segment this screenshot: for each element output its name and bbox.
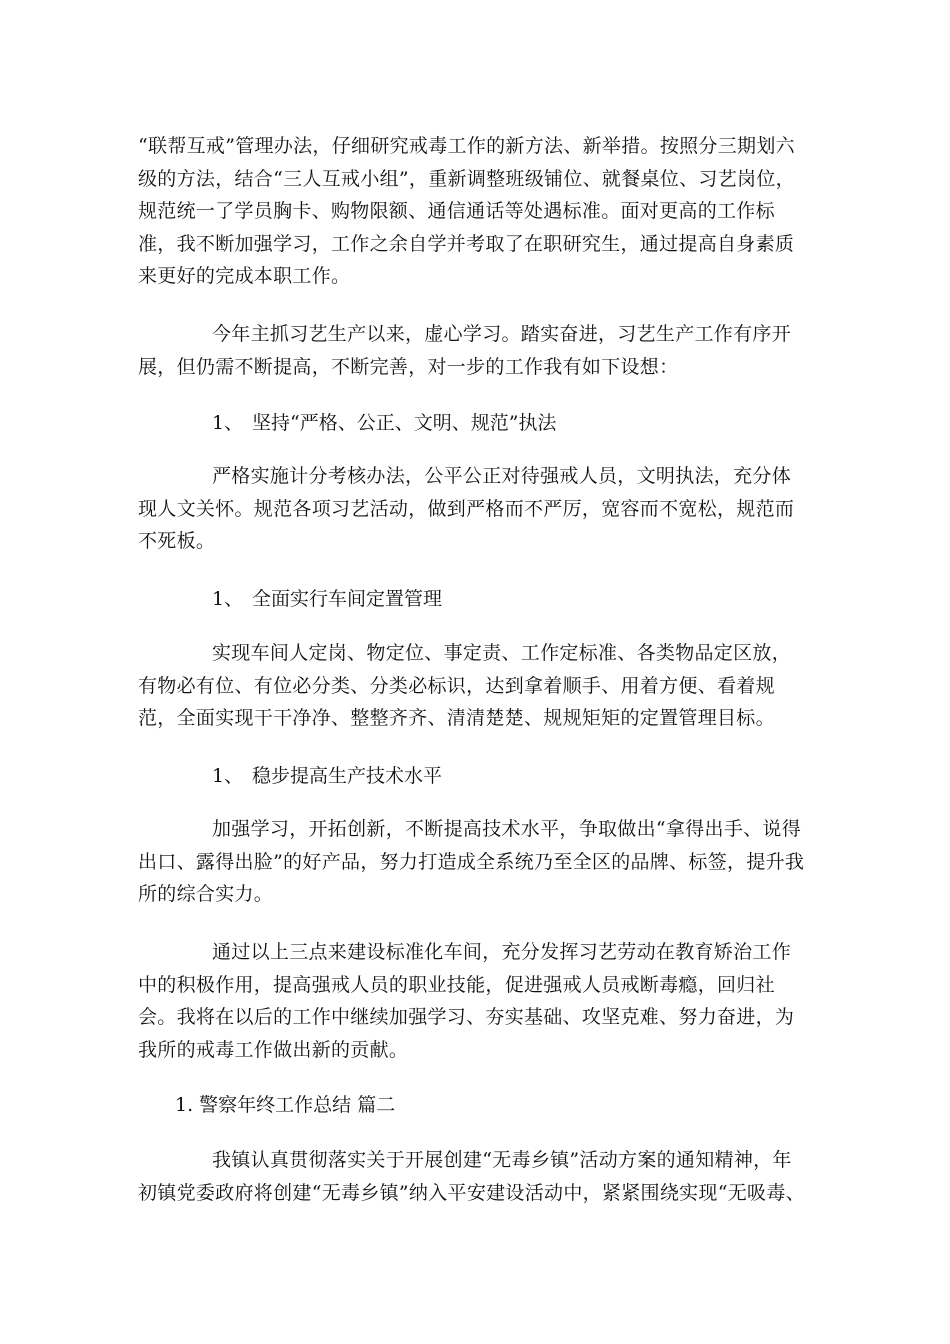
list-item-law-enforcement [212,408,556,438]
list-item-text: 全面实行车间定置管理 [252,588,443,610]
paragraph-law-enforcement: 严格实施计分考核办法，公平公正对待强戒人员，文明执法，充分体现人文关怀。规范各项习艺活动，做到严格而不严厉，宽容而不宽松，规范而不死板。 [138,465,795,552]
paragraph-workshop-management: 实现车间人定岗、物定位、事定责、工作定标准、各类物品定区放，有物必有位、有位必分类、分类必标识，达到拿着顺手、用着方便、看着规范，全面实现干干净净、整整齐齐、清清楚楚、规规矩矩的定置管理目标。 [138,642,792,729]
list-item-text: 坚持“严格、公正、文明、规范”执法 [252,412,557,434]
list-item-number: 1、 [212,412,244,434]
paragraph-technical-level: 加强学习，开拓创新，不断提高技术水平，争取做出“拿得出手、说得出口、露得出脸”的好产品，努力打造成全系统乃至全区的品牌、标签，提升我所的综合实力。 [138,818,805,905]
paragraph-intro: “联帮互戒”管理办法，仔细研究戒毒工作的新方法、新举措。按照分三期划六级的方法，结合“三人互戒小组”，重新调整班级铺位、就餐桌位、习艺岗位，规范统一了学员胸卡、购物限额、通信通话等处遇标准。面对更高的工作标准，我不断加强学习，工作之余自学并考取了在职研究生，通过提高自身素质来更好的完成本职工作。 [138,135,795,287]
list-item-number: 1、 [212,588,244,610]
paragraph-part-two: 我镇认真贯彻落实关于开展创建“无毒乡镇”活动方案的通知精神，年初镇党委政府将创建“无毒乡镇”纳入平安建设活动中，紧紧围绕实现“无吸毒、 [138,1149,805,1204]
paragraph-conclusion: 通过以上三点来建设标准化车间，充分发挥习艺劳动在教育矫治工作中的积极作用，提高强戒人员的职业技能，促进强戒人员戒断毒瘾，回归社会。我将在以后的工作中继续加强学习、夯实基础、攻坚克难、努力奋进，为我所的戒毒工作做出新的贡献。 [138,941,795,1061]
list-item-workshop-management [212,584,442,614]
list-item-technical-level [212,761,442,791]
list-item-text: 稳步提高生产技术水平 [252,765,443,787]
paragraph-summary: 今年主抓习艺生产以来，虚心学习。踏实奋进，习艺生产工作有序开展，但仍需不断提高，不断完善，对一步的工作我有如下设想： [138,323,792,378]
list-item-number: 1、 [212,765,244,787]
section-heading: 1. 警察年终工作总结 篇二 [175,1094,396,1116]
